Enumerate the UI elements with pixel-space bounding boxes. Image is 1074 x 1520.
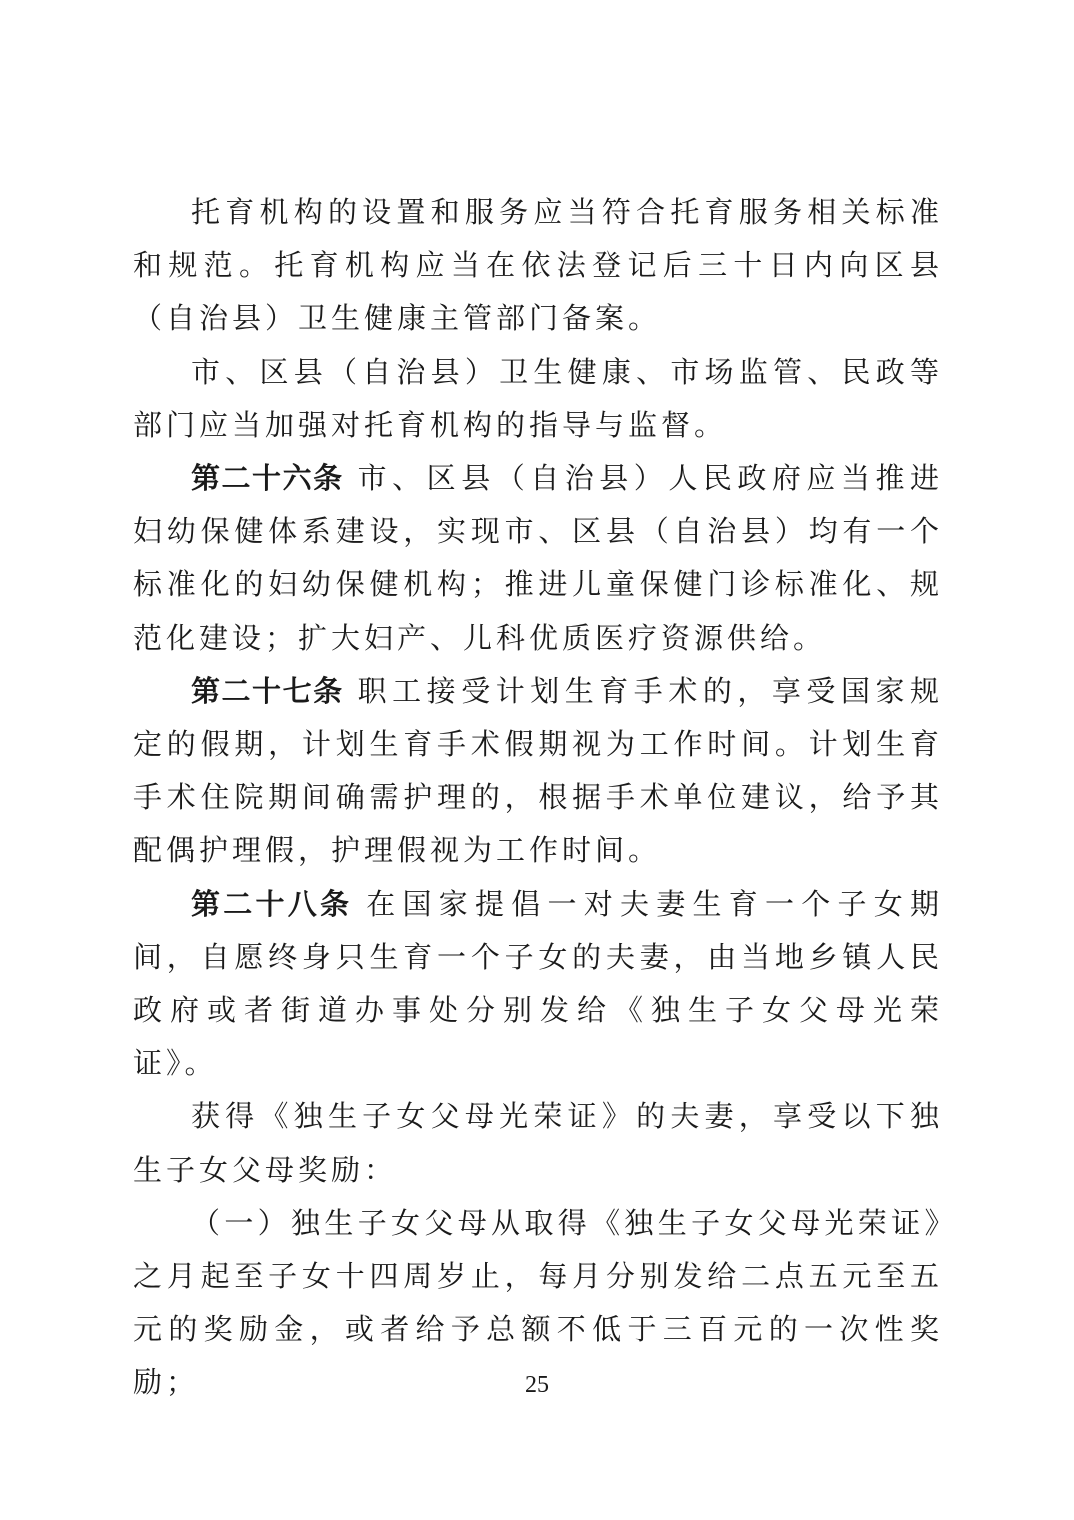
paragraph-childcare-standards xyxy=(133,186,943,346)
paragraph-text: 市、区县（自治县）人民政府应当推进妇幼保健体系建设，实现市、区县（自治县）均有一个标准化的妇幼保健机构；推进儿童保健门诊标准化、规范化建设；扩大妇产、儿科优质医疗资源供给。 xyxy=(133,461,943,655)
article-heading: 第二十六条 xyxy=(191,461,344,496)
paragraph-childcare-supervision xyxy=(133,346,943,452)
article-28 xyxy=(133,878,943,1091)
article-27 xyxy=(133,665,943,878)
body-text xyxy=(133,186,943,1410)
paragraph-text: 在国家提倡一对夫妻生育一个子女期间，自愿终身只生育一个子女的夫妻，由当地乡镇人民政府或者街道办事处分别发给《独生子女父母光荣证》。 xyxy=(133,886,943,1081)
paragraph-text: 职工接受计划生育手术的，享受国家规定的假期，计划生育手术假期视为工作时间。计划生育手术住院期间确需护理的，根据手术单位建议，给予其配偶护理假，护理假视为工作时间。 xyxy=(133,673,943,868)
article-heading: 第二十七条 xyxy=(191,673,344,708)
paragraph-text: 托育机构的设置和服务应当符合托育服务相关标准和规范。托育机构应当在依法登记后三十日内向区县（自治县）卫生健康主管部门备案。 xyxy=(133,195,943,336)
paragraph-text: 市、区县（自治县）卫生健康、市场监管、民政等部门应当加强对托育机构的指导与监督。 xyxy=(133,354,943,442)
paragraph-text: 获得《独生子女父母光荣证》的夫妻，享受以下独生子女父母奖励： xyxy=(133,1099,943,1187)
page-number: 25 xyxy=(525,1372,549,1398)
paragraph-honor-certificate-rewards xyxy=(133,1090,943,1196)
article-heading: 第二十八条 xyxy=(191,886,353,921)
paragraph-text: （一）独生子女父母从取得《独生子女父母光荣证》之月起至子女十四周岁止，每月分别发给二点五元至五元的奖励金，或者给予总额不低于三百元的一次性奖励； xyxy=(133,1205,943,1400)
article-26 xyxy=(133,452,943,665)
